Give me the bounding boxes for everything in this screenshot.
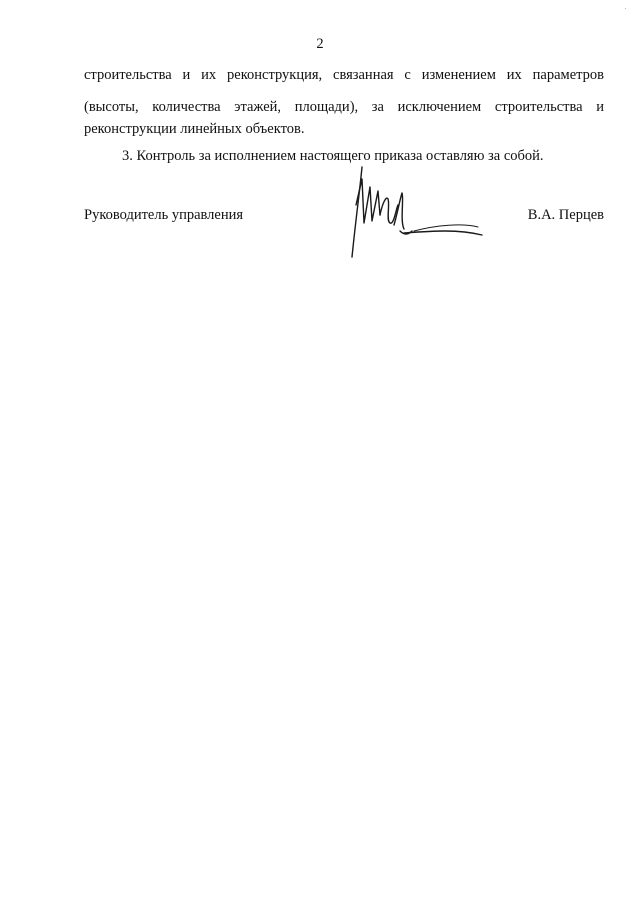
signer-position: Руководитель управления bbox=[84, 207, 244, 223]
body-line-1: строительства и их реконструкция, связанная с изменением их параметров bbox=[84, 67, 604, 83]
body-line-3: реконструкции линейных объектов. bbox=[84, 121, 305, 137]
signer-name: В.А. Перцев bbox=[527, 207, 604, 223]
handwritten-signature bbox=[342, 165, 490, 261]
page-number: 2 bbox=[316, 36, 324, 52]
paragraph-3: 3. Контроль за исполнением настоящего приказа оставляю за собой. bbox=[122, 148, 544, 164]
body-line-2: (высоты, количества этажей, площади), за исключением строительства и bbox=[84, 99, 604, 115]
scan-speck bbox=[625, 8, 626, 9]
